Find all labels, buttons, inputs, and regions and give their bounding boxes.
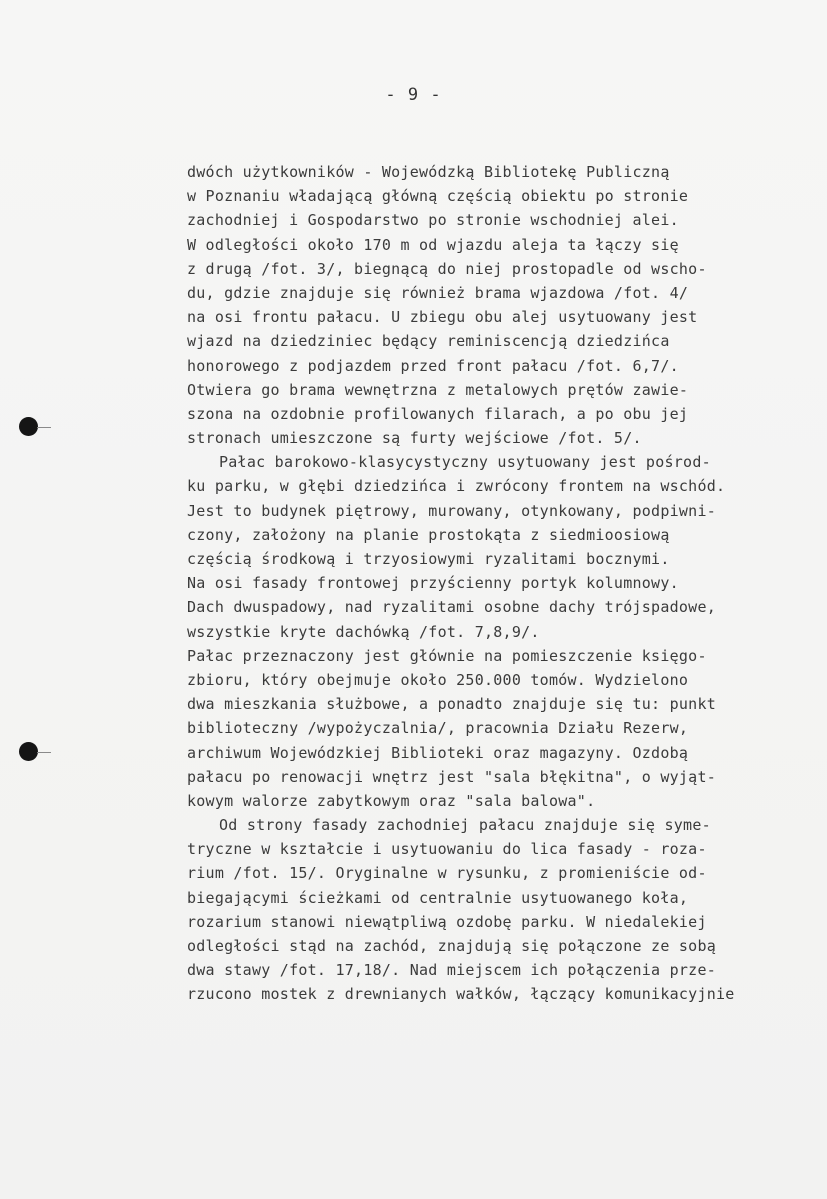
typewritten-body [187, 160, 827, 1007]
punch-hole-mark-top [37, 427, 51, 428]
text-line: W odległości około 170 m od wjazdu aleja ta łączy się [187, 235, 679, 254]
text-line: Otwiera go brama wewnętrzna z metalowych prętów zawie- [187, 380, 689, 399]
text-line: dwa mieszkania służbowe, a ponadto znajduje się tu: punkt [187, 695, 717, 714]
text-line: czony, założony na planie prostokąta z siedmioosiową [187, 525, 670, 544]
punch-hole-bottom [19, 742, 38, 761]
text-line: Dach dwuspadowy, nad ryzalitami osobne dachy trójspadowe, [187, 598, 717, 617]
text-line: stronach umieszczone są furty wejściowe /fot. 5/. [187, 429, 642, 448]
text-line: Na osi fasady frontowej przyścienny portyk kolumnowy. [187, 574, 679, 593]
text-line: pałacu po renowacji wnętrz jest "sala błękitna", o wyjąt- [187, 767, 717, 786]
punch-hole-mark-bottom [37, 752, 51, 753]
text-line: du, gdzie znajduje się również brama wjazdowa /fot. 4/ [187, 283, 689, 302]
text-line: Pałac barokowo-klasycystyczny usytuowany jest pośrod- [219, 453, 711, 472]
text-line: zachodniej i Gospodarstwo po stronie wschodniej alei. [187, 211, 679, 230]
page-number: - 9 - [385, 85, 442, 105]
text-line: dwa stawy /fot. 17,18/. Nad miejscem ich połączenia prze- [187, 961, 717, 980]
text-line: rozarium stanowi niewątpliwą ozdobę parku. W niedalekiej [187, 912, 707, 931]
text-line: tryczne w kształcie i usytuowaniu do lica fasady - roza- [187, 840, 707, 859]
text-line: odległości stąd na zachód, znajdują się połączone ze sobą [187, 937, 717, 955]
text-line: częścią środkową i trzyosiowymi ryzalitami bocznymi. [187, 550, 670, 568]
text-line: kowym walorze zabytkowym oraz "sala balowa". [187, 791, 596, 810]
text-line: w Poznaniu władającą główną częścią obiektu po stronie [187, 187, 689, 206]
text-line: szona na ozdobnie profilowanych filarach, a po obu jej [187, 404, 689, 423]
text-line: rzucono mostek z drewnianych wałków, łączący komunikacyjnie [187, 985, 735, 1004]
text-line: biegającymi ścieżkami od centralnie usytuowanego koła, [187, 888, 689, 907]
text-line: na osi frontu pałacu. U zbiegu obu alej usytuowany jest [187, 308, 698, 327]
text-line: Pałac przeznaczony jest głównie na pomieszczenie księgo- [187, 646, 707, 665]
text-line: dwóch użytkowników - Wojewódzką Bibliotekę Publiczną [187, 163, 670, 181]
text-line: wszystkie kryte dachówką /fot. 7,8,9/. [187, 622, 540, 641]
text-line: biblioteczny /wypożyczalnia/, pracownia Działu Rezerw, [187, 719, 689, 738]
text-line: rium /fot. 15/. Oryginalne w rysunku, z promieniście od- [187, 864, 707, 883]
text-line: wjazd na dziedziniec będący reminiscencją dziedzińca [187, 332, 670, 351]
text-line: Od strony fasady zachodniej pałacu znajduje się syme- [219, 816, 711, 835]
punch-hole-top [19, 417, 38, 436]
text-line: Jest to budynek piętrowy, murowany, otynkowany, podpiwni- [187, 501, 717, 520]
text-line: archiwum Wojewódzkiej Biblioteki oraz magazyny. Ozdobą [187, 743, 689, 762]
text-line: zbioru, który obejmuje około 250.000 tomów. Wydzielono [187, 670, 689, 689]
text-line: ku parku, w głębi dziedzińca i zwrócony frontem na wschód. [187, 477, 726, 496]
text-line: z drugą /fot. 3/, biegnącą do niej prostopadle od wscho- [187, 259, 707, 278]
text-line: honorowego z podjazdem przed front pałacu /fot. 6,7/. [187, 356, 679, 375]
